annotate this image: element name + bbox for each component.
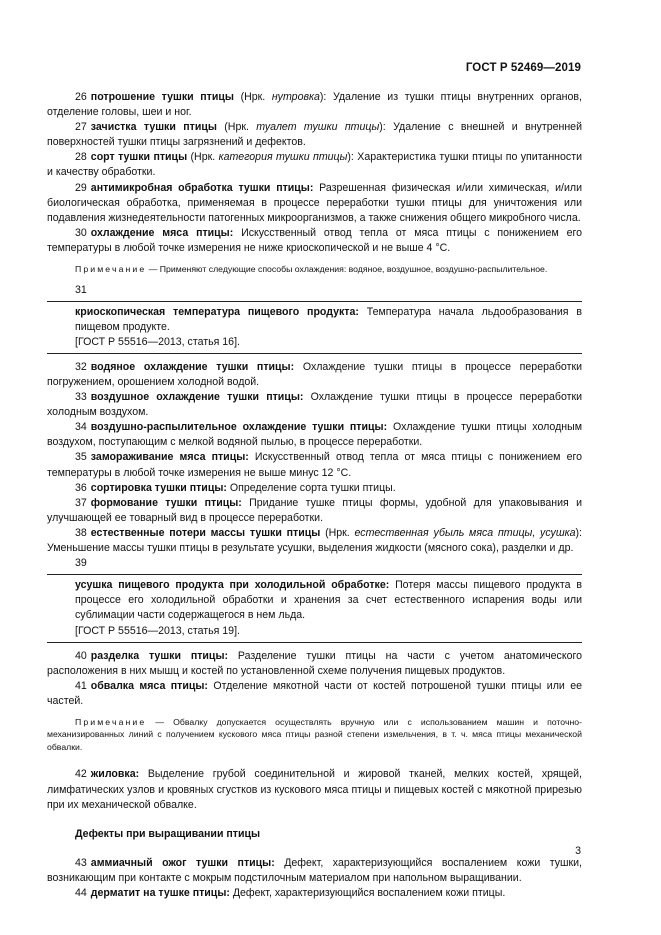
term-33: 33 воздушное охлаждение тушки птицы: Охлаждение тушки птицы в процессе переработки холодным воздухом. — [47, 391, 583, 419]
term-42: 42 жиловка: Выделение грубой соединительной и жировой тканей, мелких костей, хрящей, лимфатических узлов и кровяных сгустков из кускового мяса птицы и пищевых костей с мякотной прирезью при их механической обвалке. — [47, 768, 582, 811]
term-36: 36 сортировка тушки птицы: Определение сорта тушки птицы. — [75, 481, 396, 494]
term-44: 44 дерматит на тушке птицы: Дефект, характеризующийся воспалением кожи птицы. — [75, 887, 506, 900]
term-34: 34 воздушно-распылительное охлаждение тушки птицы: Охлаждение тушки птицы холодным воздухом, поступающим с мелкой водяной пылью, в процессе переработки. — [47, 421, 582, 449]
page-content — [47, 90, 582, 901]
standard-header: ГОСТ Р 52469—2019 — [465, 62, 581, 74]
term-39-box — [47, 574, 582, 642]
term-32: 32 водяное охлаждение тушки птицы: Охлаждение тушки птицы в процессе переработки погружением, орошением холодной водой. — [47, 360, 582, 388]
term-28: 28 сорт тушки птицы (Нрк. категория тушки птицы): Характеристика тушки птицы по упитанности и качеству обработки. — [47, 151, 582, 179]
term-31-number: 31 — [75, 283, 87, 296]
term-27: 27 зачистка тушки птицы (Нрк. туалет тушки птицы): Удаление с внешней и внутренней поверхностей тушки птицы загрязнений и дефектов. — [47, 121, 582, 149]
section-heading: Дефекты при выращивании птицы — [75, 827, 261, 840]
term-35: 35 замораживание мяса птицы: Искусственный отвод тепла от мяса птицы с понижением его температуры в любой точке измерения не выше минус 12 °С. — [47, 451, 582, 479]
term-29: 29 антимикробная обработка тушки птицы: Разрешенная физическая и/или химическая, и/или биологическая обработка, применяемая в процессе переработки тушки птицы для уничтожения или подавления жизнедеятельности патогенных микроорганизмов, а также снижения общего микробного числа. — [47, 181, 582, 224]
term-39: усушка пищевого продукта при холодильной обработке: Потеря массы пищевого продукта в процессе его холодильной обработки и хранения за счет естественного испарения воды или сублимации части содержащегося в нем льда. — [75, 579, 582, 622]
term-40: 40 разделка тушки птицы: Разделение тушки птицы на части с учетом анатомического расположения в них мышц и костей по установленной схеме получения пищевых продуктов. — [47, 649, 582, 677]
term-39-reference: [ГОСТ Р 55516—2013, статья 19]. — [75, 624, 240, 637]
note-cooling-methods: Примечание — Применяют следующие способы охлаждения: водяное, воздушное, воздушно-распылительное. — [75, 264, 548, 275]
term-37: 37 формование тушки птицы: Придание тушке птицы формы, удобной для упаковывания и улучшающей ее товарный вид в процессе переработки. — [47, 496, 582, 524]
term-43: 43 аммиачный ожог тушки птицы: Дефект, характеризующийся воспалением кожи тушки, возникающим при контакте с мокрым подстилочным материалом при напольном выращивании. — [47, 856, 582, 884]
term-31: криоскопическая температура пищевого продукта: Температура начала льдообразования в пищевом продукте. — [75, 305, 582, 333]
term-41: 41 обвалка мяса птицы: Отделение мякотной части от костей потрошеной тушки птицы или ее частей. — [47, 679, 582, 707]
term-30: 30 охлаждение мяса птицы: Искусственный отвод тепла от мяса птицы с понижением его температуры в любой точке измерения не ниже криоскопической и не выше 4 °С. — [47, 226, 582, 254]
term-38: 38 естественные потери массы тушки птицы (Нрк. естественная убыль мяса птицы, усушка): Уменьшение массы тушки птицы в результате усушки, выделения жидкости (мясного сока), разделки и др. — [47, 526, 582, 555]
page-number: 3 — [575, 845, 581, 857]
term-31-reference: [ГОСТ Р 55516—2013, статья 16]. — [75, 335, 240, 348]
note-deboning: Примечание — Обвалку допускается осуществлять вручную или с использованием машин и поточно-механизированных линий с получением кускового мяса птицы разной степени измельчения, в т. ч. мяса птицы механической обвалки. — [47, 716, 582, 752]
term-39-number: 39 — [75, 557, 87, 570]
term-26: 26 потрошение тушки птицы (Нрк. нутровка): Удаление из тушки птицы внутренних органов, отделение головы, шеи и ног. — [47, 91, 582, 119]
term-31-box — [47, 301, 582, 354]
